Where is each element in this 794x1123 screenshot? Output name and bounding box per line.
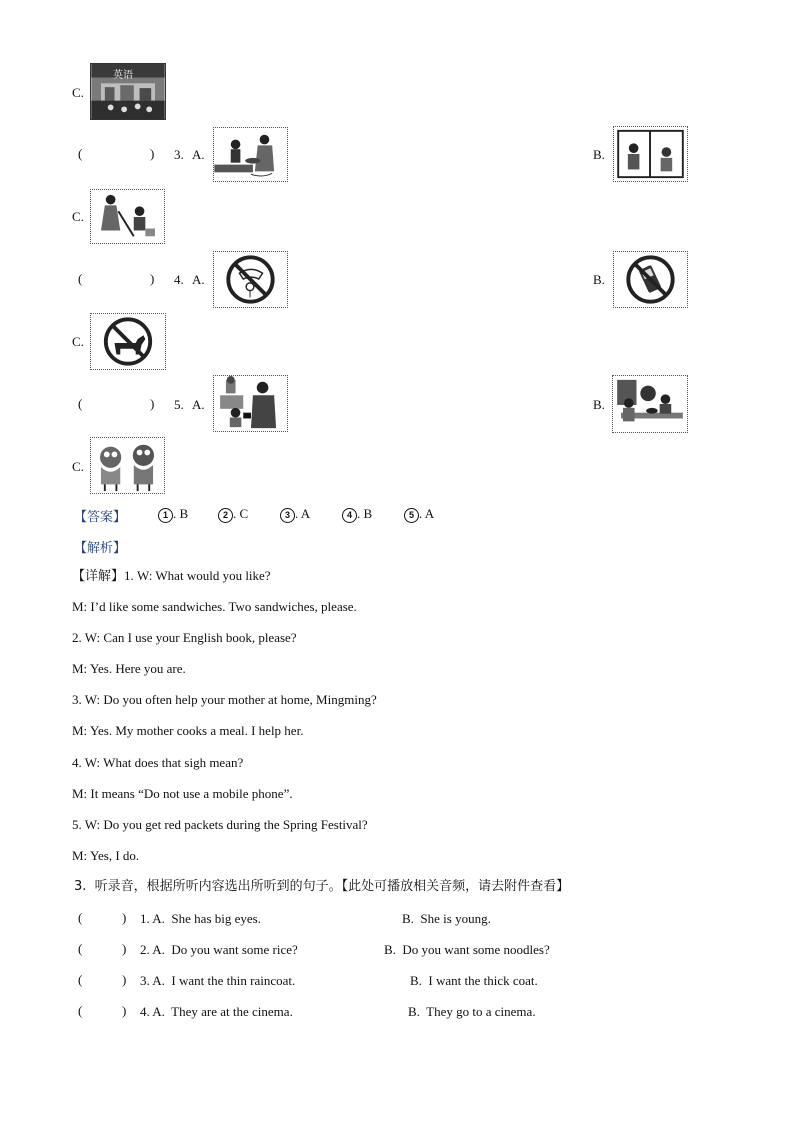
answer-item: 2 . C <box>218 505 280 523</box>
answer-blank-open: ( <box>78 1003 83 1018</box>
question-number: 4. <box>174 272 184 287</box>
transcript-line: 3. W: Do you often help your mother at home, Mingming? <box>72 692 377 707</box>
transcript-line: M: Yes. Here you are. <box>72 661 186 676</box>
answer-blank-open: ( <box>78 271 83 286</box>
answer-blank-open: ( <box>78 146 83 161</box>
no-picking-flowers-sign-image <box>213 251 288 308</box>
lion-dance-image <box>90 437 165 494</box>
answer-blank-open: ( <box>78 972 83 987</box>
answer-blank-close: ) <box>150 271 155 286</box>
answer-item: 5 . A <box>404 505 454 523</box>
option-b-text: B. They go to a cinema. <box>408 1004 536 1019</box>
answer-item: 4 . B <box>342 505 404 523</box>
transcript-line: M: I’d like some sandwiches. Two sandwiches, please. <box>72 599 357 614</box>
option-c-label: C. <box>72 85 84 100</box>
option-a-text: 4. A. They are at the cinema. <box>140 1004 293 1019</box>
circled-number: 3 <box>280 508 295 523</box>
answer-tag: 【答案】 <box>74 510 127 525</box>
mother-and-child-cooking-image <box>213 127 288 182</box>
transcript-line: M: Yes, I do. <box>72 848 140 863</box>
family-dinner-image <box>612 375 688 433</box>
circled-number: 5 <box>404 508 419 523</box>
no-mobile-phone-sign-image <box>613 251 688 308</box>
option-b-label: B. <box>593 397 605 412</box>
no-dogs-sign-image <box>90 313 166 370</box>
answer-item: 3 . A <box>280 505 342 523</box>
sweeping-floor-image <box>90 189 165 244</box>
transcript-line: 2. W: Can I use your English book, please? <box>72 630 297 645</box>
option-c-label: C. <box>72 209 84 224</box>
english-book-cover-image <box>90 63 166 120</box>
option-b-text: B. I want the thick coat. <box>410 973 538 988</box>
circled-number: 1 <box>158 508 173 523</box>
option-a-text: 3. A. I want the thin raincoat. <box>140 973 296 988</box>
answer-blank-close: ) <box>150 396 155 411</box>
book-cover-title: 英语 <box>113 70 133 81</box>
question-number: 5. <box>174 397 184 412</box>
option-b-label: B. <box>593 272 605 287</box>
transcript-line: 4. W: What does that sigh mean? <box>72 755 244 770</box>
answer-item: 1 . B <box>158 505 218 523</box>
section-3-heading: 3. 听录音，根据所听内容选出所听到的句子。【此处可播放相关音频，请去附件查看】 <box>74 879 570 894</box>
transcript-line: M: It means “Do not use a mobile phone”. <box>72 786 293 801</box>
option-a-label: A. <box>192 397 205 412</box>
question-number: 3. <box>174 147 184 162</box>
answer-blank-open: ( <box>78 910 83 925</box>
option-c-label: C. <box>72 459 84 474</box>
option-b-label: B. <box>593 147 605 162</box>
answer-blank-close: ) <box>122 910 127 925</box>
people-at-window-image <box>613 126 688 182</box>
answer-blank-open: ( <box>78 941 83 956</box>
transcript-line: M: Yes. My mother cooks a meal. I help her. <box>72 723 304 738</box>
answer-blank-open: ( <box>78 396 83 411</box>
option-c-label: C. <box>72 334 84 349</box>
circled-number: 4 <box>342 508 357 523</box>
answer-blank-close: ) <box>122 972 127 987</box>
transcript-line: 【详解】1. W: What would you like? <box>72 568 271 583</box>
answer-blank-close: ) <box>122 1003 127 1018</box>
answer-blank-close: ) <box>150 146 155 161</box>
option-a-text: 2. A. Do you want some rice? <box>140 942 298 957</box>
answer-blank-close: ) <box>122 941 127 956</box>
transcript-line: 5. W: Do you get red packets during the Spring Festival? <box>72 817 368 832</box>
option-a-label: A. <box>192 272 205 287</box>
circled-number: 2 <box>218 508 233 523</box>
analysis-tag: 【解析】 <box>74 541 127 556</box>
option-a-label: A. <box>192 147 205 162</box>
giving-red-packet-image <box>213 375 288 432</box>
option-a-text: 1. A. She has big eyes. <box>140 911 261 926</box>
option-b-text: B. She is young. <box>402 911 491 926</box>
option-b-text: B. Do you want some noodles? <box>384 942 550 957</box>
answer-list <box>158 505 454 523</box>
